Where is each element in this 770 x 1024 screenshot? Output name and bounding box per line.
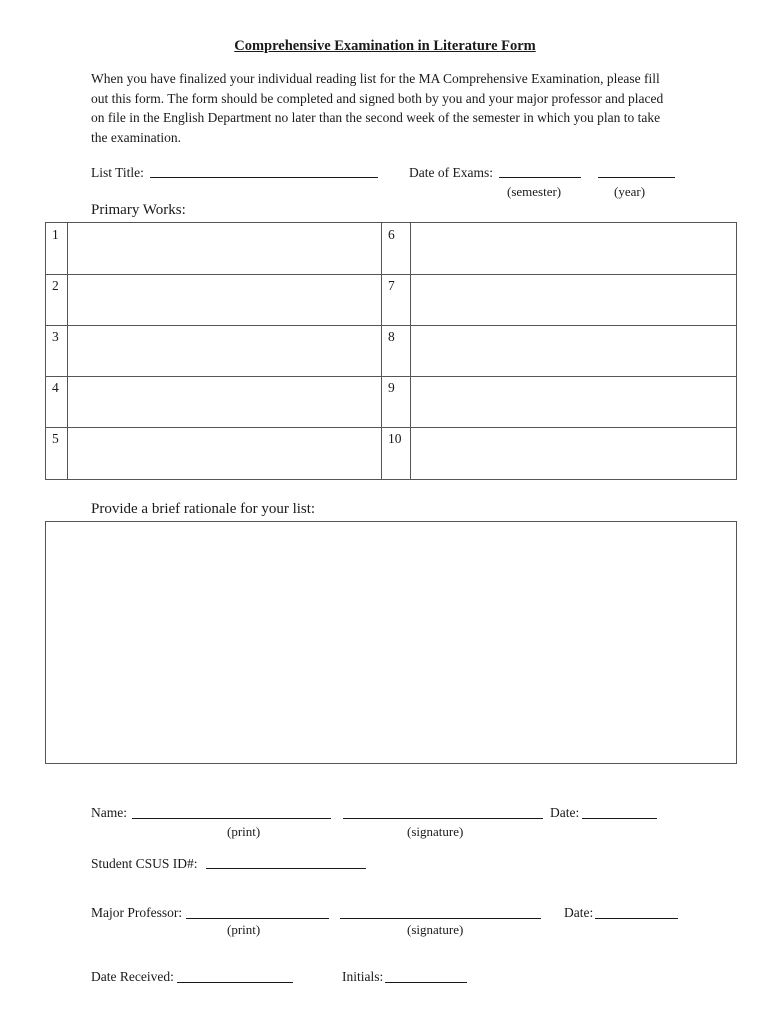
table-row: [46, 274, 736, 326]
major-professor-label: Major Professor:: [91, 905, 183, 920]
work-number: 2: [46, 274, 68, 325]
work-entry-field[interactable]: [68, 427, 382, 479]
work-number: 4: [46, 376, 68, 427]
work-number: 6: [382, 223, 411, 274]
instructions-line: on file in the English Department no later than the second week of the semester in which you plan to take: [91, 110, 661, 125]
professor-print-caption: (print): [227, 922, 261, 937]
table-row: [46, 376, 736, 428]
instructions-line: When you have finalized your individual reading list for the MA Comprehensive Examination, please fill: [91, 71, 660, 86]
student-id-field[interactable]: [206, 868, 366, 869]
work-number: 8: [382, 325, 411, 376]
student-date-field[interactable]: [582, 818, 657, 819]
table-row: [46, 427, 736, 479]
student-print-caption: (print): [227, 824, 261, 839]
initials-label: Initials:: [342, 969, 384, 984]
work-entry-field[interactable]: [411, 274, 736, 325]
student-id-label: Student CSUS ID#:: [91, 856, 198, 871]
professor-date-field[interactable]: [595, 918, 678, 919]
work-number: 1: [46, 223, 68, 274]
list-title-label: List Title:: [91, 165, 144, 180]
work-entry-field[interactable]: [411, 376, 736, 427]
year-caption: (year): [614, 184, 646, 199]
work-entry-field[interactable]: [68, 274, 382, 325]
instructions-paragraph: [91, 69, 691, 147]
table-row: [46, 325, 736, 377]
work-number: 3: [46, 325, 68, 376]
date-received-label: Date Received:: [91, 969, 174, 984]
work-number: 7: [382, 274, 411, 325]
semester-caption: (semester): [507, 184, 562, 199]
exam-year-field[interactable]: [598, 177, 675, 178]
form-title: Comprehensive Examination in Literature Form: [234, 38, 536, 54]
professor-date-label: Date:: [564, 905, 594, 920]
professor-name-print-field[interactable]: [186, 918, 329, 919]
list-title-field[interactable]: [150, 177, 378, 178]
rationale-label: Provide a brief rationale for your list:: [91, 501, 316, 517]
student-signature-caption: (signature): [407, 824, 464, 839]
work-entry-field[interactable]: [411, 427, 736, 479]
student-date-label: Date:: [550, 805, 580, 820]
initials-field[interactable]: [385, 982, 467, 983]
work-number: 10: [382, 427, 411, 479]
work-entry-field[interactable]: [68, 223, 382, 274]
work-number: 5: [46, 427, 68, 479]
student-name-print-field[interactable]: [132, 818, 331, 819]
primary-works-table: [45, 222, 737, 480]
professor-signature-caption: (signature): [407, 922, 464, 937]
primary-works-label: Primary Works:: [91, 202, 186, 218]
table-row: [46, 223, 736, 275]
work-entry-field[interactable]: [411, 223, 736, 274]
date-received-field[interactable]: [177, 982, 293, 983]
instructions-line: the examination.: [91, 129, 181, 145]
instructions-line: out this form. The form should be completed and signed both by you and your major professor and placed: [91, 90, 664, 106]
professor-signature-field[interactable]: [340, 918, 541, 919]
rationale-textarea[interactable]: [45, 521, 737, 764]
exam-semester-field[interactable]: [499, 177, 581, 178]
student-signature-field[interactable]: [343, 818, 543, 819]
work-entry-field[interactable]: [68, 325, 382, 376]
student-name-label: Name:: [91, 805, 127, 820]
work-entry-field[interactable]: [411, 325, 736, 376]
date-of-exams-label: Date of Exams:: [409, 165, 493, 180]
work-number: 9: [382, 376, 411, 427]
work-entry-field[interactable]: [68, 376, 382, 427]
